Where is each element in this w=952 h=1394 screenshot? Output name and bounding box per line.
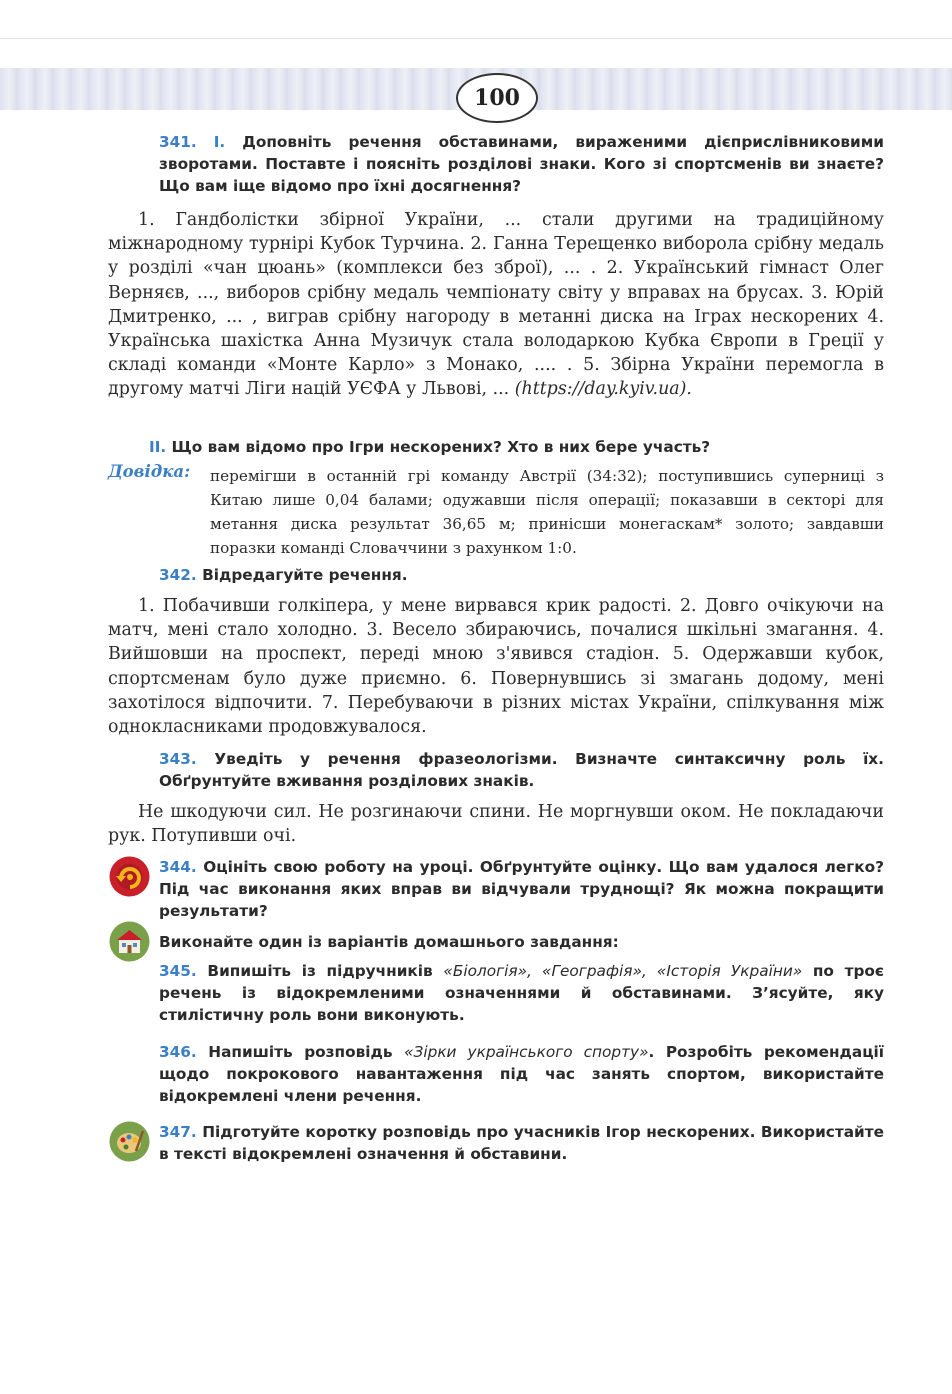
reference-text: перемігши в останній грі команду Австрії (34:32); поступившись суперниці з Китаю лише 0,04 балами; одужавши після операції; показавши в секторі для метання диска результат 36,65 м; принісши монегаскам* золото; завдавши поразки команді Словаччини з рахунком 1:0. [210,467,884,557]
exercise-instruction-cont: по троє речень із відокремленими означеннями й обставинами. З’ясуйте, яку стилістичну роль вони виконують. [159,962,884,1024]
exercise-instruction: Напишіть розповідь [208,1043,393,1061]
exercise-number: 346. [159,1043,197,1061]
exercise-instruction: Відредагуйте речення. [202,566,408,584]
story-title: «Зірки українського спорту» [404,1043,649,1061]
exercise-number: 345. [159,962,197,980]
exercise-number: 342. [159,566,197,584]
exercise-number: 347. [159,1123,197,1141]
part2-instruction: Що вам відомо про Ігри нескорених? Хто в них бере участь? [171,438,711,456]
exercise-number: 344. [159,858,197,876]
exercise-341-body [108,208,884,402]
exercise-number: 343. [159,750,197,768]
exercise-341-part2 [149,436,884,458]
exercise-instruction: Доповніть речення обставинами, вираженими дієприслівниковими зворотами. Поставте і поясніть розділові знаки. Кого зі спортсменів ви знаєте? Що вам іще відомо про їхні досягнення? [159,133,884,195]
source-link: (https://day.kyiv.ua). [514,379,692,400]
exercise-343-body: Не шкодуючи сил. Не розгинаючи спини. Не моргнувши оком. Не покладаючи рук. Потупивши очі. [108,802,884,847]
exercise-341-sentences: 1. Гандболістки збірної України, ... стали другими на традиційному міжнародному турнірі Кубок Турчина. 2. Ганна Терещенко виборола срібну медаль у розділі «чан цюань» (комплекси без зброї), ... . 2. Український гімнаст Олег Верняєв, ..., виборов срібну медаль чемпіонату світу у вправах на брусах. 3. Юрій Дмитренко, ... , виграв срібну нагороду в метанні диска на Іграх нескорених 4. Українська шахістка Анна Музичук стала володаркою Кубка Європи в Греції у складі команди «Монте Карло» з Монако, .... . 5. Збірна України перемогла в другому матчі Ліги націй УЄФА у Львові, ... [108,210,884,400]
exercise-345-task [159,960,884,1026]
exercise-341-task [159,131,884,197]
exercise-343-task [159,748,884,792]
header-line-top [0,38,952,39]
page-number: 100 [456,73,538,123]
exercise-number: 341. I. [159,133,226,151]
exercise-instruction: Уведіть у речення фразеологізми. Визначте синтаксичну роль їх. Обґрунтуйте вживання розділових знаків. [159,750,884,790]
self-assessment-icon [109,856,150,897]
part-number: II. [149,438,167,456]
exercise-346-task [159,1041,884,1107]
reference-label: Довідка: [108,462,191,481]
palette-icon [109,1121,150,1162]
exercise-342-body: 1. Побачивши голкіпера, у мене вирвався крик радості. 2. Довго очікуючи на матч, мені стало холодно. 3. Весело збираючись, почалися шкільні змагання. 4. Вийшовши на проспект, переді мною з'явився стадіон. 5. Одержавши кубок, спортсменам було дуже приємно. 6. Повернувшись зі змагань додому, мені захотілося відпочити. 7. Перебуваючи в різних містах України, спілкування між однокласниками продовжувалося. [108,596,884,738]
homework-heading: Виконайте один із варіантів домашнього завдання: [159,933,619,951]
exercise-instruction-cont: . Розробіть рекомендації щодо покрокового навантаження під час занять спортом, використайте відокремлені члени речення. [159,1043,885,1105]
home-icon [109,921,150,962]
book-titles: «Біологія», «Географія», «Історія України» [443,962,803,980]
exercise-instruction: Підготуйте коротку розповідь про учасників Ігор нескорених. Використайте в тексті відокремлені означення й обставини. [159,1123,885,1163]
exercise-344-task [159,856,884,922]
exercise-347-task [159,1121,884,1165]
exercise-instruction: Оцініть свою роботу на уроці. Обґрунтуйте оцінку. Що вам удалося легко? Під час виконання яких вправ ви відчували труднощі? Як можна покращити результати? [159,858,884,920]
exercise-instruction: Випишіть із підручників [207,962,433,980]
exercise-342-task [159,564,884,586]
